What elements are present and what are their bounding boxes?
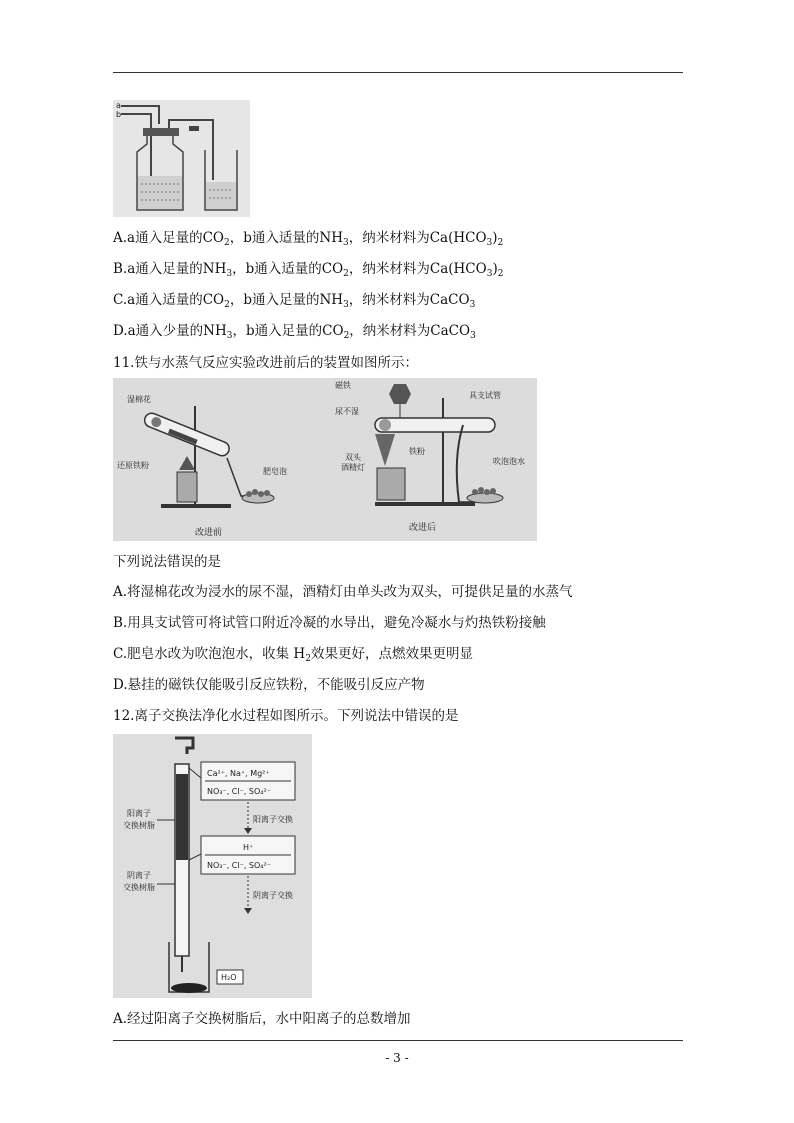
q11-option-c: C.肥皂水改为吹泡泡水，收集 $H_2$效果更好，点燃效果更明显 xyxy=(113,646,473,664)
label-cation-2: 交换树脂 xyxy=(123,821,155,830)
label-magnet: 磁铁 xyxy=(335,381,351,390)
q10-option-b: B.a通入足量的$NH_3$，b通入适量的$CO_2$，纳米材料为$Ca(HCO_3)_2$ xyxy=(113,261,504,279)
figure-iron-steam xyxy=(113,378,537,541)
footer-rule xyxy=(113,1040,683,1041)
q11-option-a: A.将湿棉花改为浸水的尿不湿，酒精灯由单头改为双头，可提供足量的水蒸气 xyxy=(113,584,573,600)
label-anion-1: 阴离子 xyxy=(127,871,151,880)
label-lamp-top: 双头 xyxy=(345,453,361,462)
label-b: b xyxy=(116,110,122,119)
page-number: - 3 - xyxy=(385,1051,409,1065)
label-anion-2: 交换树脂 xyxy=(123,883,155,892)
caption-before: 改进前 xyxy=(195,528,223,538)
box1-cations: Ca²⁺, Na⁺, Mg²⁺ xyxy=(207,769,270,778)
q11-option-d: D.悬挂的磁铁仅能吸引反应铁粉，不能吸引反应产物 xyxy=(113,677,425,693)
label-cation-1: 阳离子 xyxy=(127,809,151,818)
label-soap: 肥皂泡 xyxy=(263,467,287,476)
label-wet-cotton: 湿棉花 xyxy=(127,395,151,404)
q10-option-d: D.a通入少量的$NH_3$，b通入足量的$CO_2$，纳米材料为CaCO$_3$ xyxy=(113,323,476,341)
arrow1-label: 阳离子交换 xyxy=(253,815,293,824)
box1-anions: NO₃⁻, Cl⁻, SO₄²⁻ xyxy=(207,787,271,796)
caption-after: 改进后 xyxy=(409,523,437,533)
q10-option-c: C.a通入适量的$CO_2$，b通入足量的$NH_3$，纳米材料为CaCO$_3$ xyxy=(113,292,476,310)
figure-ion-exchange xyxy=(113,734,312,998)
box2-anions: NO₃⁻, Cl⁻, SO₄²⁻ xyxy=(207,861,271,870)
label-water: H₂O xyxy=(221,973,237,982)
label-lamp-bottom: 酒精灯 xyxy=(341,463,365,472)
q12-stem: 12.离子交换法净化水过程如图所示。下列说法中错误的是 xyxy=(113,708,459,724)
header-rule xyxy=(113,72,683,73)
label-a: a xyxy=(116,101,121,110)
q11-option-b: B.用具支试管可将试管口附近冷凝的水导出，避免冷凝水与灼热铁粉接触 xyxy=(113,615,546,631)
label-bubble: 吹泡泡水 xyxy=(493,457,525,466)
label-iron-powder: 还原铁粉 xyxy=(117,461,149,470)
q11-stem: 11.铁与水蒸气反应实验改进前后的装置如图所示： xyxy=(113,355,418,371)
label-wet-pad: 尿不湿 xyxy=(335,407,359,416)
label-iron: 铁粉 xyxy=(409,447,425,456)
box2-cations: H⁺ xyxy=(243,843,254,852)
arrow2-label: 阴离子交换 xyxy=(253,891,293,900)
q11-question: 下列说法错误的是 xyxy=(113,554,221,570)
figure-gas-apparatus xyxy=(113,100,250,217)
label-branch-tube: 具支试管 xyxy=(469,391,501,400)
q10-option-a: A.a通入足量的$CO_2$，b通入适量的$NH_3$，纳米材料为$Ca(HCO_3)_2$ xyxy=(113,230,504,248)
q12-option-a: A.经过阳离子交换树脂后，水中阳离子的总数增加 xyxy=(113,1011,411,1027)
